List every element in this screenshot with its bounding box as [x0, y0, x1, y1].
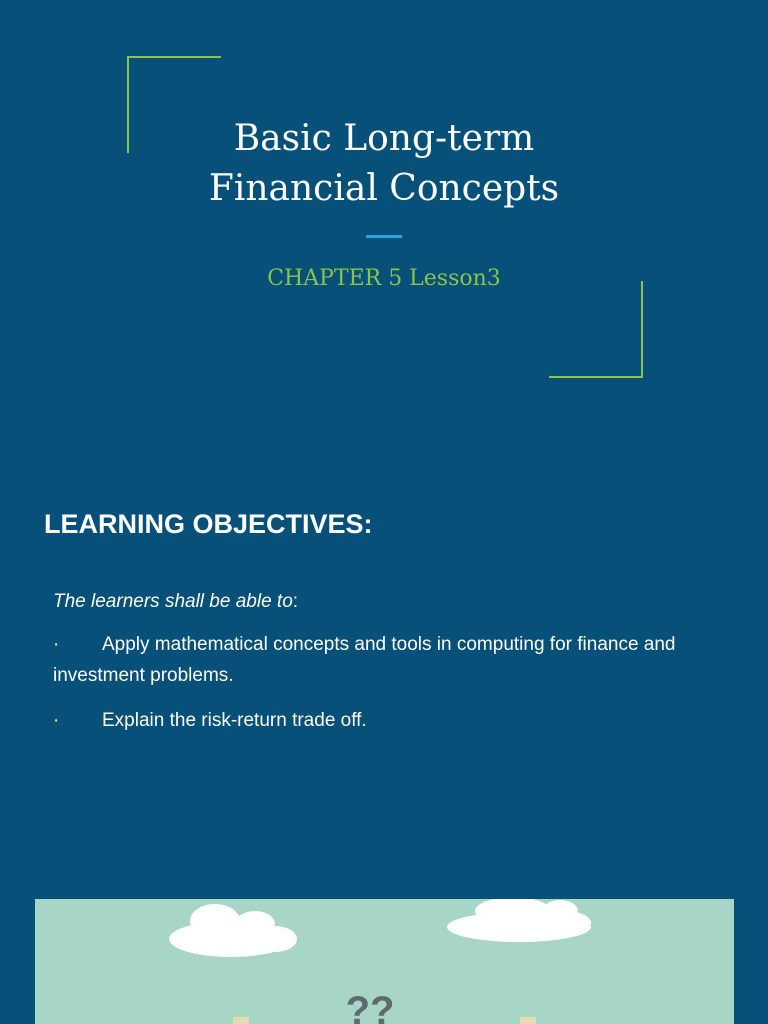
slide-title	[0, 114, 768, 214]
cloud-icon	[447, 899, 591, 942]
pillar-left	[233, 1017, 249, 1024]
objectives-heading: LEARNING OBJECTIVES:	[44, 509, 373, 539]
objective-text-2: Explain the risk-return trade off.	[102, 710, 367, 731]
illustration-svg	[35, 899, 734, 1024]
corner-bracket-bottom-right	[549, 281, 643, 378]
question-marks-icon: ??	[345, 989, 395, 1024]
objectives-intro	[53, 586, 693, 617]
illustration-panel	[35, 899, 734, 1024]
objectives-intro-colon: :	[292, 591, 299, 612]
slide-subtitle: CHAPTER 5 Lesson3	[267, 266, 501, 291]
objectives-intro-italic: The learners shall be able to	[53, 591, 293, 612]
objective-text-1: Apply mathematical concepts and tools in computing for finance and investment problems.	[53, 634, 676, 686]
objective-item-1	[53, 629, 693, 691]
title-slide	[0, 0, 768, 440]
bullet-2: ·	[53, 710, 60, 731]
objective-item-2	[53, 705, 693, 736]
pillar-right	[520, 1017, 536, 1024]
bullet-1: ·	[53, 634, 60, 655]
slide-title-line-2: Financial Concepts	[208, 168, 560, 209]
cloud-icon	[169, 904, 297, 957]
title-divider	[366, 235, 402, 238]
slide-title-line-1: Basic Long-term	[233, 118, 535, 159]
